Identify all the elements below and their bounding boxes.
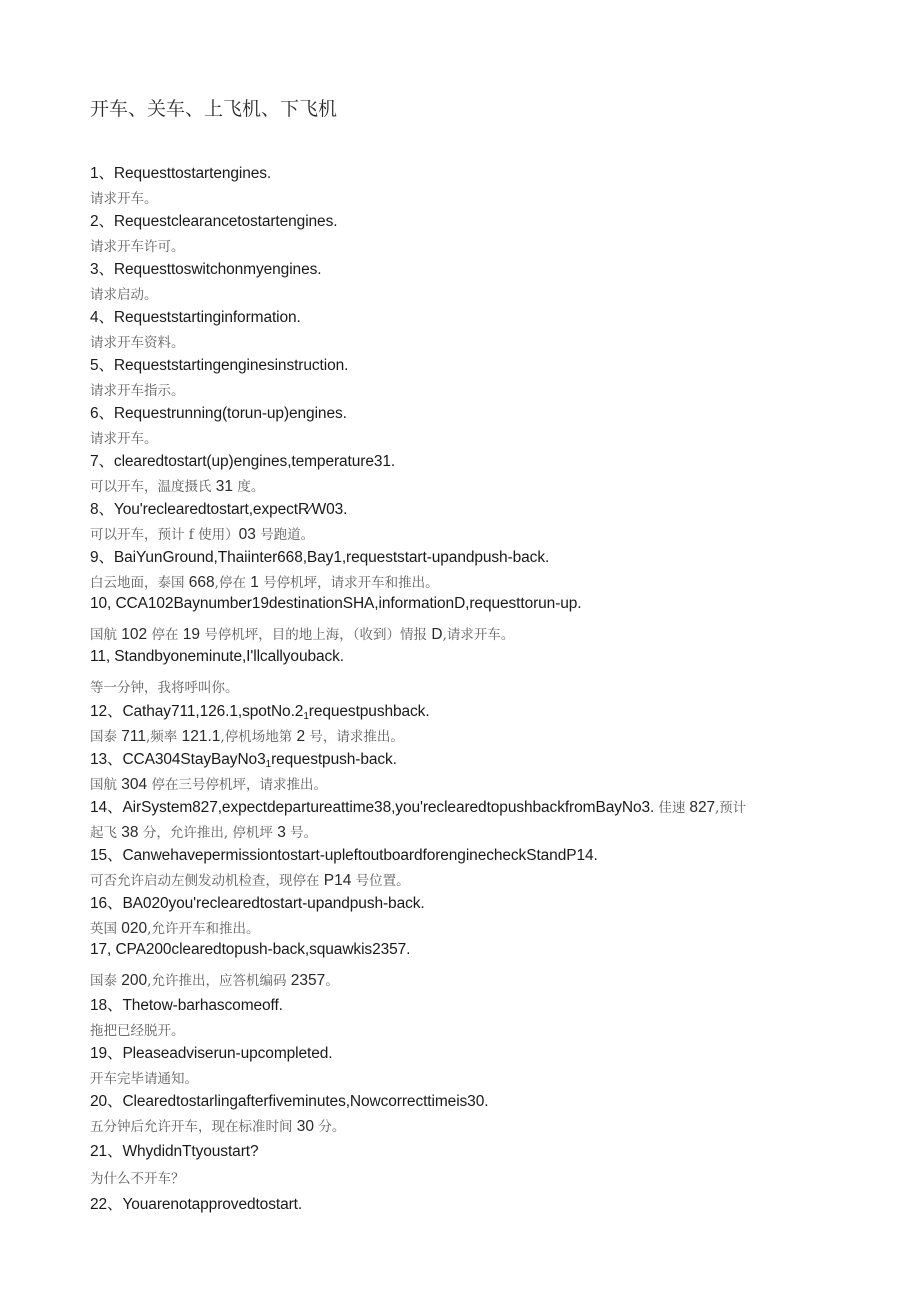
entry-13-english-subscript: 1	[265, 759, 272, 770]
entry-1-english: 1、Requesttostartengines.	[90, 165, 272, 182]
entry-4-english: 4、Requeststartinginformation.	[90, 309, 301, 326]
entry-13-english-main: 13、CCA304StayBayNo3	[90, 751, 266, 768]
entry-20-chinese: 五分钟后允许开车，现在标准时间 30 分。	[90, 1118, 346, 1135]
entry-3-chinese: 请求启动。	[90, 287, 158, 303]
entry-14-chinese: 起飞 38 分，允许推出, 停机坪 3 号。	[90, 824, 318, 841]
entry-12-english	[90, 699, 430, 722]
entry-5-english: 5、Requeststartingenginesinstruction.	[90, 357, 349, 374]
entry-9-english: 9、BaiYunGround,Thaiinter668,Bay1,requeststart-upandpush-back.	[90, 549, 550, 566]
entry-13-english-rest: requestpush-back.	[271, 751, 397, 768]
entry-13-english	[90, 747, 397, 770]
entry-12-english-main: 12、Cathay711,126.1,spotNo.2	[90, 703, 304, 720]
entry-15-chinese: 可否允许启动左侧发动机检查，现停在 P14 号位置。	[90, 872, 410, 889]
entry-22-english: 22、Youarenotapprovedtostart.	[90, 1196, 303, 1213]
entry-19-english: 19、Pleaseadviserun-upcompleted.	[90, 1045, 333, 1062]
entry-18-english: 18、Thetow-barhascomeoff.	[90, 997, 283, 1014]
entry-12-english-subscript: 1	[303, 711, 309, 722]
entry-2-english: 2、Requestclearancetostartengines.	[90, 213, 338, 230]
entry-2-chinese: 请求开车许可。	[90, 239, 185, 255]
entry-15-english: 15、Canwehavepermissiontostart-upleftoutboardforenginecheckStandP14.	[90, 847, 598, 864]
entry-16-english: 16、BA020you'reclearedtostart-upandpush-back.	[90, 895, 425, 912]
entry-14-english-main: 14、AirSystem827,expectdepartureattime38,you'reclearedtopushbackfromBayNo3.	[90, 799, 655, 816]
entry-7-chinese: 可以开车，温度摄氏 31 度。	[90, 478, 265, 495]
entry-8-chinese: 可以开车，预计 f 使用）03 号跑道。	[90, 526, 315, 543]
entry-21-chinese: 为什么不开车？	[90, 1171, 185, 1187]
entry-11-chinese: 等一分钟，我将呼叫你。	[90, 680, 239, 696]
entry-17-chinese: 国泰 200,允许推出，应答机编码 2357。	[90, 972, 339, 989]
entry-13-chinese: 国航 304 停在三号停机坪，请求推出。	[90, 776, 327, 793]
entry-7-english: 7、clearedtostart(up)engines,temperature31.	[90, 453, 396, 470]
entry-3-english: 3、Requesttoswitchonmyengines.	[90, 261, 322, 278]
entry-18-chinese: 拖把已经脱开。	[90, 1023, 185, 1039]
entry-14-chinese-start: 佳速 827,预计	[658, 799, 746, 816]
entry-10-english: 10, CCA102Baynumber19destinationSHA,informationD,requesttorun-up.	[90, 595, 582, 612]
entry-12-chinese: 国泰 711,频率 121.1,停机场地第 2 号，请求推出。	[90, 728, 404, 745]
entry-20-english: 20、Clearedtostarlingafterfiveminutes,Nowcorrecttimeis30.	[90, 1093, 489, 1110]
document-title: 开车、关车、上飞机、下飞机	[90, 98, 338, 120]
entry-14-english	[90, 795, 746, 817]
entry-11-english: 11, Standbyoneminute,I'llcallyouback.	[90, 648, 345, 665]
entry-19-chinese: 开车完毕请通知。	[90, 1071, 198, 1087]
entry-10-chinese: 国航 102 停在 19 号停机坪，目的地上海，（收到）情报 D,请求开车。	[90, 626, 515, 643]
entry-4-chinese: 请求开车资料。	[90, 335, 185, 351]
entry-5-chinese: 请求开车指示。	[90, 383, 185, 399]
entry-8-english: 8、You'reclearedtostart,expectR∕W03.	[90, 501, 348, 518]
entry-12-english-rest: requestpushback.	[308, 703, 430, 720]
entry-21-english: 21、WhydidnTtyoustart?	[90, 1143, 259, 1160]
entry-17-english: 17, CPA200clearedtopush-back,squawkis2357.	[90, 941, 411, 958]
entry-6-english: 6、Requestrunning(torun-up)engines.	[90, 405, 347, 422]
entry-16-chinese: 英国 020,允许开车和推出。	[90, 920, 260, 937]
entry-9-chinese: 白云地面，泰国 668,停在 1 号停机坪，请求开车和推出。	[90, 574, 439, 591]
entry-1-chinese: 请求开车。	[90, 191, 158, 207]
entry-6-chinese: 请求开车。	[90, 431, 158, 447]
